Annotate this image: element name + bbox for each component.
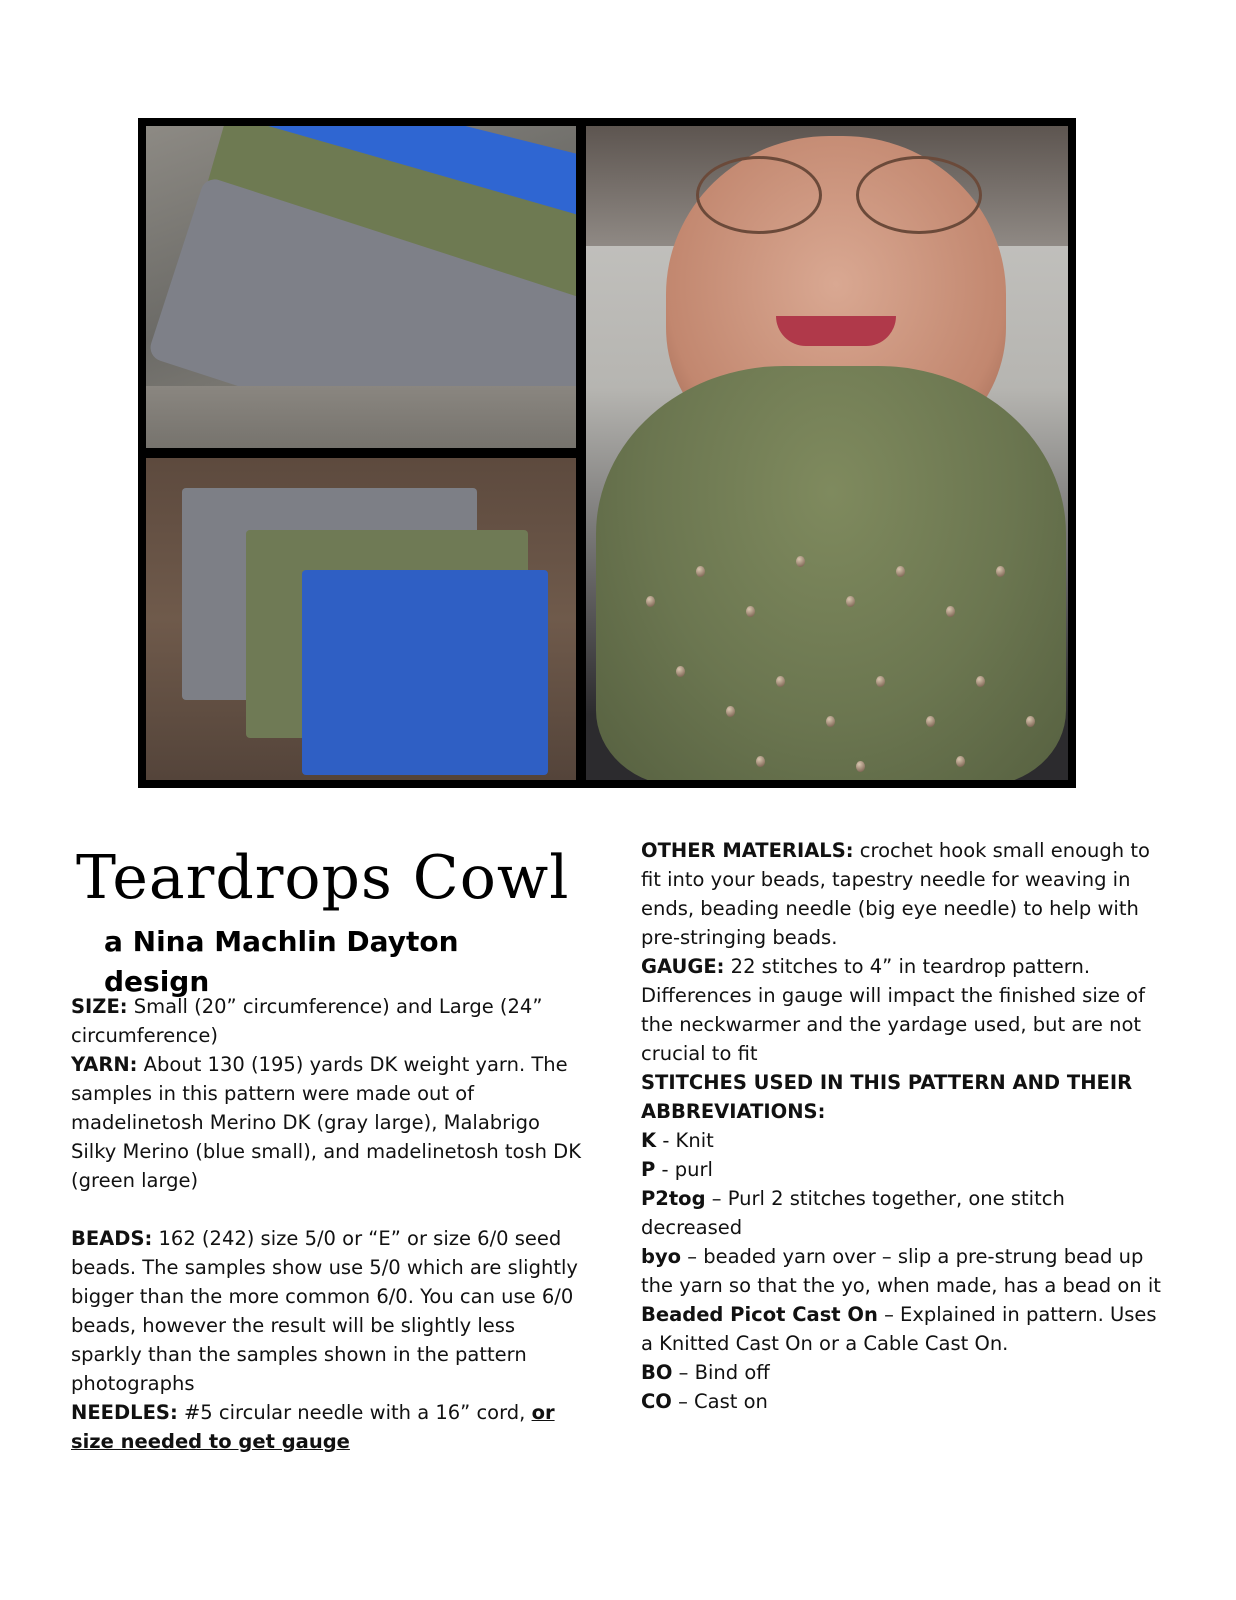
abbrev-p: P - purl bbox=[641, 1158, 713, 1181]
stitches-heading: STITCHES USED IN THIS PATTERN AND THEIR ABBREVIATIONS: bbox=[641, 1071, 1133, 1123]
flat-cowls-photo bbox=[146, 458, 576, 780]
size-text: Small (20” circumference) and Large (24” circumference) bbox=[71, 995, 543, 1047]
glasses-left-lens bbox=[696, 156, 822, 234]
model-wearing-cowl-photo bbox=[586, 126, 1068, 780]
left-column bbox=[71, 992, 581, 1456]
size-label: SIZE: bbox=[71, 995, 128, 1018]
gauge-text: 22 stitches to 4” in teardrop pattern. Differences in gauge will impact the finished size of the neckwarmer and the yardage used, but are not crucial to fit bbox=[641, 955, 1145, 1065]
gauge-label: GAUGE: bbox=[641, 955, 725, 978]
yarn-text: About 130 (195) yards DK weight yarn. The samples in this pattern were made out of madelinetosh Merino DK (gray large), Malabrigo Silky Merino (blue small), and madelinetosh tosh DK (green large) bbox=[71, 1053, 581, 1192]
abbrev-p2tog: P2tog – Purl 2 stitches together, one stitch decreased bbox=[641, 1187, 1065, 1239]
blue-cowl-flat bbox=[302, 570, 548, 775]
beads-label: BEADS: bbox=[71, 1227, 153, 1250]
abbrev-co: CO – Cast on bbox=[641, 1390, 768, 1413]
other-materials-section bbox=[641, 836, 1161, 952]
abbrev-picot-cast-on: Beaded Picot Cast On – Explained in pattern. Uses a Knitted Cast On or a Cable Cast On. bbox=[641, 1303, 1157, 1355]
needles-label: NEEDLES: bbox=[71, 1401, 178, 1424]
size-section bbox=[71, 992, 581, 1050]
gauge-section bbox=[641, 952, 1161, 1068]
yarn-label: YARN: bbox=[71, 1053, 138, 1076]
yarn-section bbox=[71, 1050, 581, 1195]
folded-cowls-photo bbox=[146, 126, 576, 448]
other-materials-label: OTHER MATERIALS: bbox=[641, 839, 854, 862]
needles-section bbox=[71, 1398, 581, 1456]
abbrev-k: K - Knit bbox=[641, 1129, 714, 1152]
page-title: Teardrops Cowl bbox=[76, 843, 570, 913]
smile bbox=[776, 316, 896, 346]
photo-collage bbox=[138, 118, 1076, 788]
needles-text: #5 circular needle with a 16” cord, bbox=[177, 1401, 532, 1424]
abbrev-byo: byo – beaded yarn over – slip a pre-strung bead up the yarn so that the yo, when made, has a bead on it bbox=[641, 1245, 1161, 1297]
spacer bbox=[71, 1195, 581, 1224]
abbrev-bo: BO – Bind off bbox=[641, 1361, 770, 1384]
right-column bbox=[641, 836, 1161, 1416]
beads-section bbox=[71, 1224, 581, 1398]
beads-text: 162 (242) size 5/0 or “E” or size 6/0 seed beads. The samples show use 5/0 which are slightly bigger than the more common 6/0. You can use 6/0 beads, however the result will be slightly less sparkly than the samples shown in the pattern photographs bbox=[71, 1227, 578, 1395]
designer-subtitle: a Nina Machlin Dayton design bbox=[104, 925, 459, 998]
other-materials-text: crochet hook small enough to fit into your beads, tapestry needle for weaving in ends, beading needle (big eye needle) to help with pre-stringing beads. bbox=[641, 839, 1150, 949]
needles-gauge-note: or size needed to get gauge bbox=[71, 1401, 555, 1453]
glasses-right-lens bbox=[856, 156, 982, 234]
wood-table bbox=[146, 386, 576, 448]
